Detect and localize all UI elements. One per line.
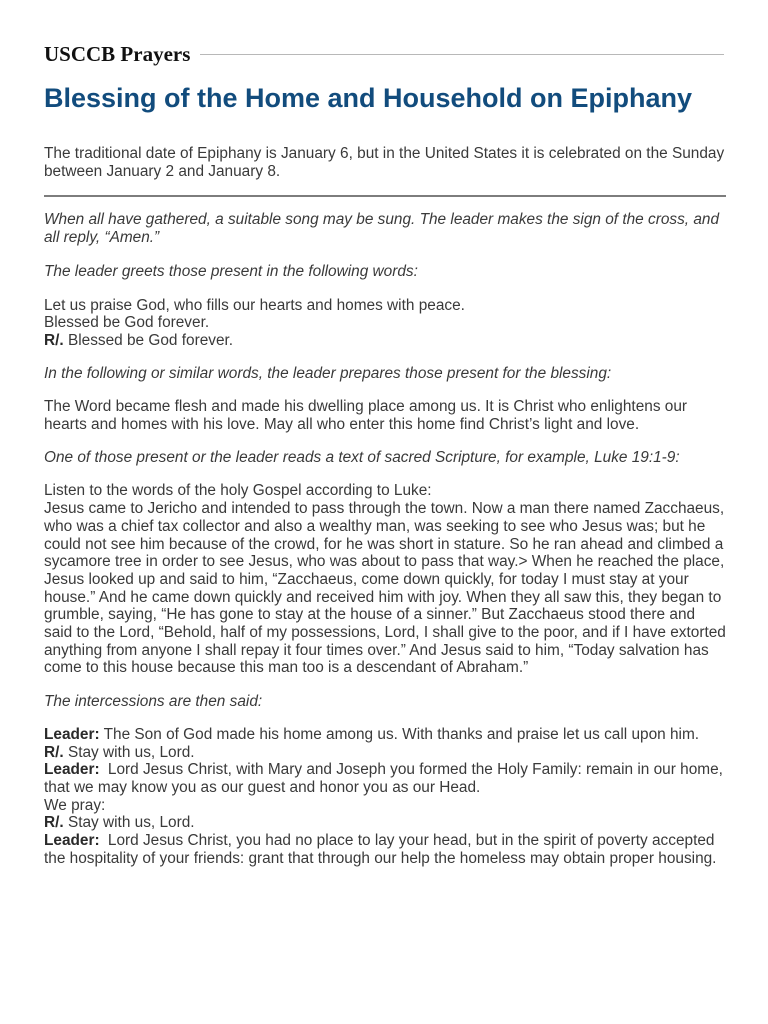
response-label: R/. xyxy=(44,743,64,761)
site-section-label: USCCB Prayers xyxy=(44,42,191,66)
intercessions-block xyxy=(44,726,726,868)
leader-label: Leader: xyxy=(44,761,100,779)
intercession-text: The Son of God made his home among us. With thanks and praise let us call upon him. xyxy=(103,725,700,743)
scripture-block xyxy=(44,482,726,677)
leader-label: Leader: xyxy=(44,725,100,743)
leader-label: Leader: xyxy=(44,832,100,850)
greeting-line: Let us praise God, who fills our hearts and homes with peace. xyxy=(44,296,465,314)
greeting-block xyxy=(44,297,726,350)
response-text: Stay with us, Lord. xyxy=(67,814,195,832)
intercession-line xyxy=(44,832,726,867)
greeting-line: Blessed be God forever. xyxy=(44,314,210,332)
response-text: Blessed be God forever. xyxy=(67,331,234,349)
document-page xyxy=(44,0,726,868)
intro-text: The traditional date of Epiphany is January 6, but in the United States it is celebrated on the Sunday between January 2 and January 8. xyxy=(44,145,725,180)
intercession-line xyxy=(44,761,726,796)
rubric-scripture: One of those present or the leader reads a text of sacred Scripture, for example, Luke 19:1-9: xyxy=(44,449,680,467)
response-line xyxy=(44,814,726,832)
response-label: R/. xyxy=(44,331,64,349)
intercession-text: Lord Jesus Christ, you had no place to lay your head, but in the spirit of poverty accepted the hospitality of your friends: grant that through our help the homeless may obtain proper housing. xyxy=(44,832,717,867)
scripture-reading: Jesus came to Jericho and intended to pass through the town. Now a man there named Zacchaeus, who was a chief tax collector and also a wealthy man, was seeking to see who Jesus was; but he could not see him because of the crowd, for he was short in stature. So he ran ahead and climbed a sycamore tree in order to see Jesus, who was about to pass that way.> When he reached the place, Jesus looked up and said to him, “Zacchaeus, come down quickly, for today I must stay at your house.” And he came down quickly and received him with joy. When they all saw this, they began to grumble, saying, “He has gone to stay at the house of a sinner.” But Zacchaeus stood there and said to the Lord, “Behold, half of my possessions, Lord, I shall give to the poor, and if I have extorted anything from anyone I shall repay it four times over.” And Jesus said to him, “Today salvation has come to this house because this man too is a descendant of Abraham.” xyxy=(44,500,726,677)
rubric-gathering: When all have gathered, a suitable song may be sung. The leader makes the sign of the cross, and all reply, “Amen.” xyxy=(44,210,720,246)
page-title: Blessing of the Home and Household on Epiphany xyxy=(44,83,693,113)
intercession-line xyxy=(44,726,726,744)
intercession-text: Lord Jesus Christ, with Mary and Joseph you formed the Holy Family: remain in our home, that we may know you as our guest and honor you as our Head. xyxy=(44,761,723,796)
header-rule xyxy=(200,54,724,55)
greeting-response xyxy=(44,332,726,350)
response-text: Stay with us, Lord. xyxy=(67,743,195,761)
rubric-greeting: The leader greets those present in the following words: xyxy=(44,263,418,281)
rubric-preparation: In the following or similar words, the leader prepares those present for the blessing: xyxy=(44,365,612,383)
rubric-intercessions: The intercessions are then said: xyxy=(44,692,263,710)
response-line xyxy=(44,744,726,762)
section-divider xyxy=(44,195,726,197)
scripture-introduction: Listen to the words of the holy Gospel according to Luke: xyxy=(44,482,432,500)
response-label: R/. xyxy=(44,814,64,832)
prayer-cue: We pray: xyxy=(44,796,106,814)
preparation-text: The Word became flesh and made his dwelling place among us. It is Christ who enlightens our hearts and homes with his love. May all who enter this home find Christ’s light and love. xyxy=(44,398,688,434)
site-header xyxy=(44,42,726,66)
